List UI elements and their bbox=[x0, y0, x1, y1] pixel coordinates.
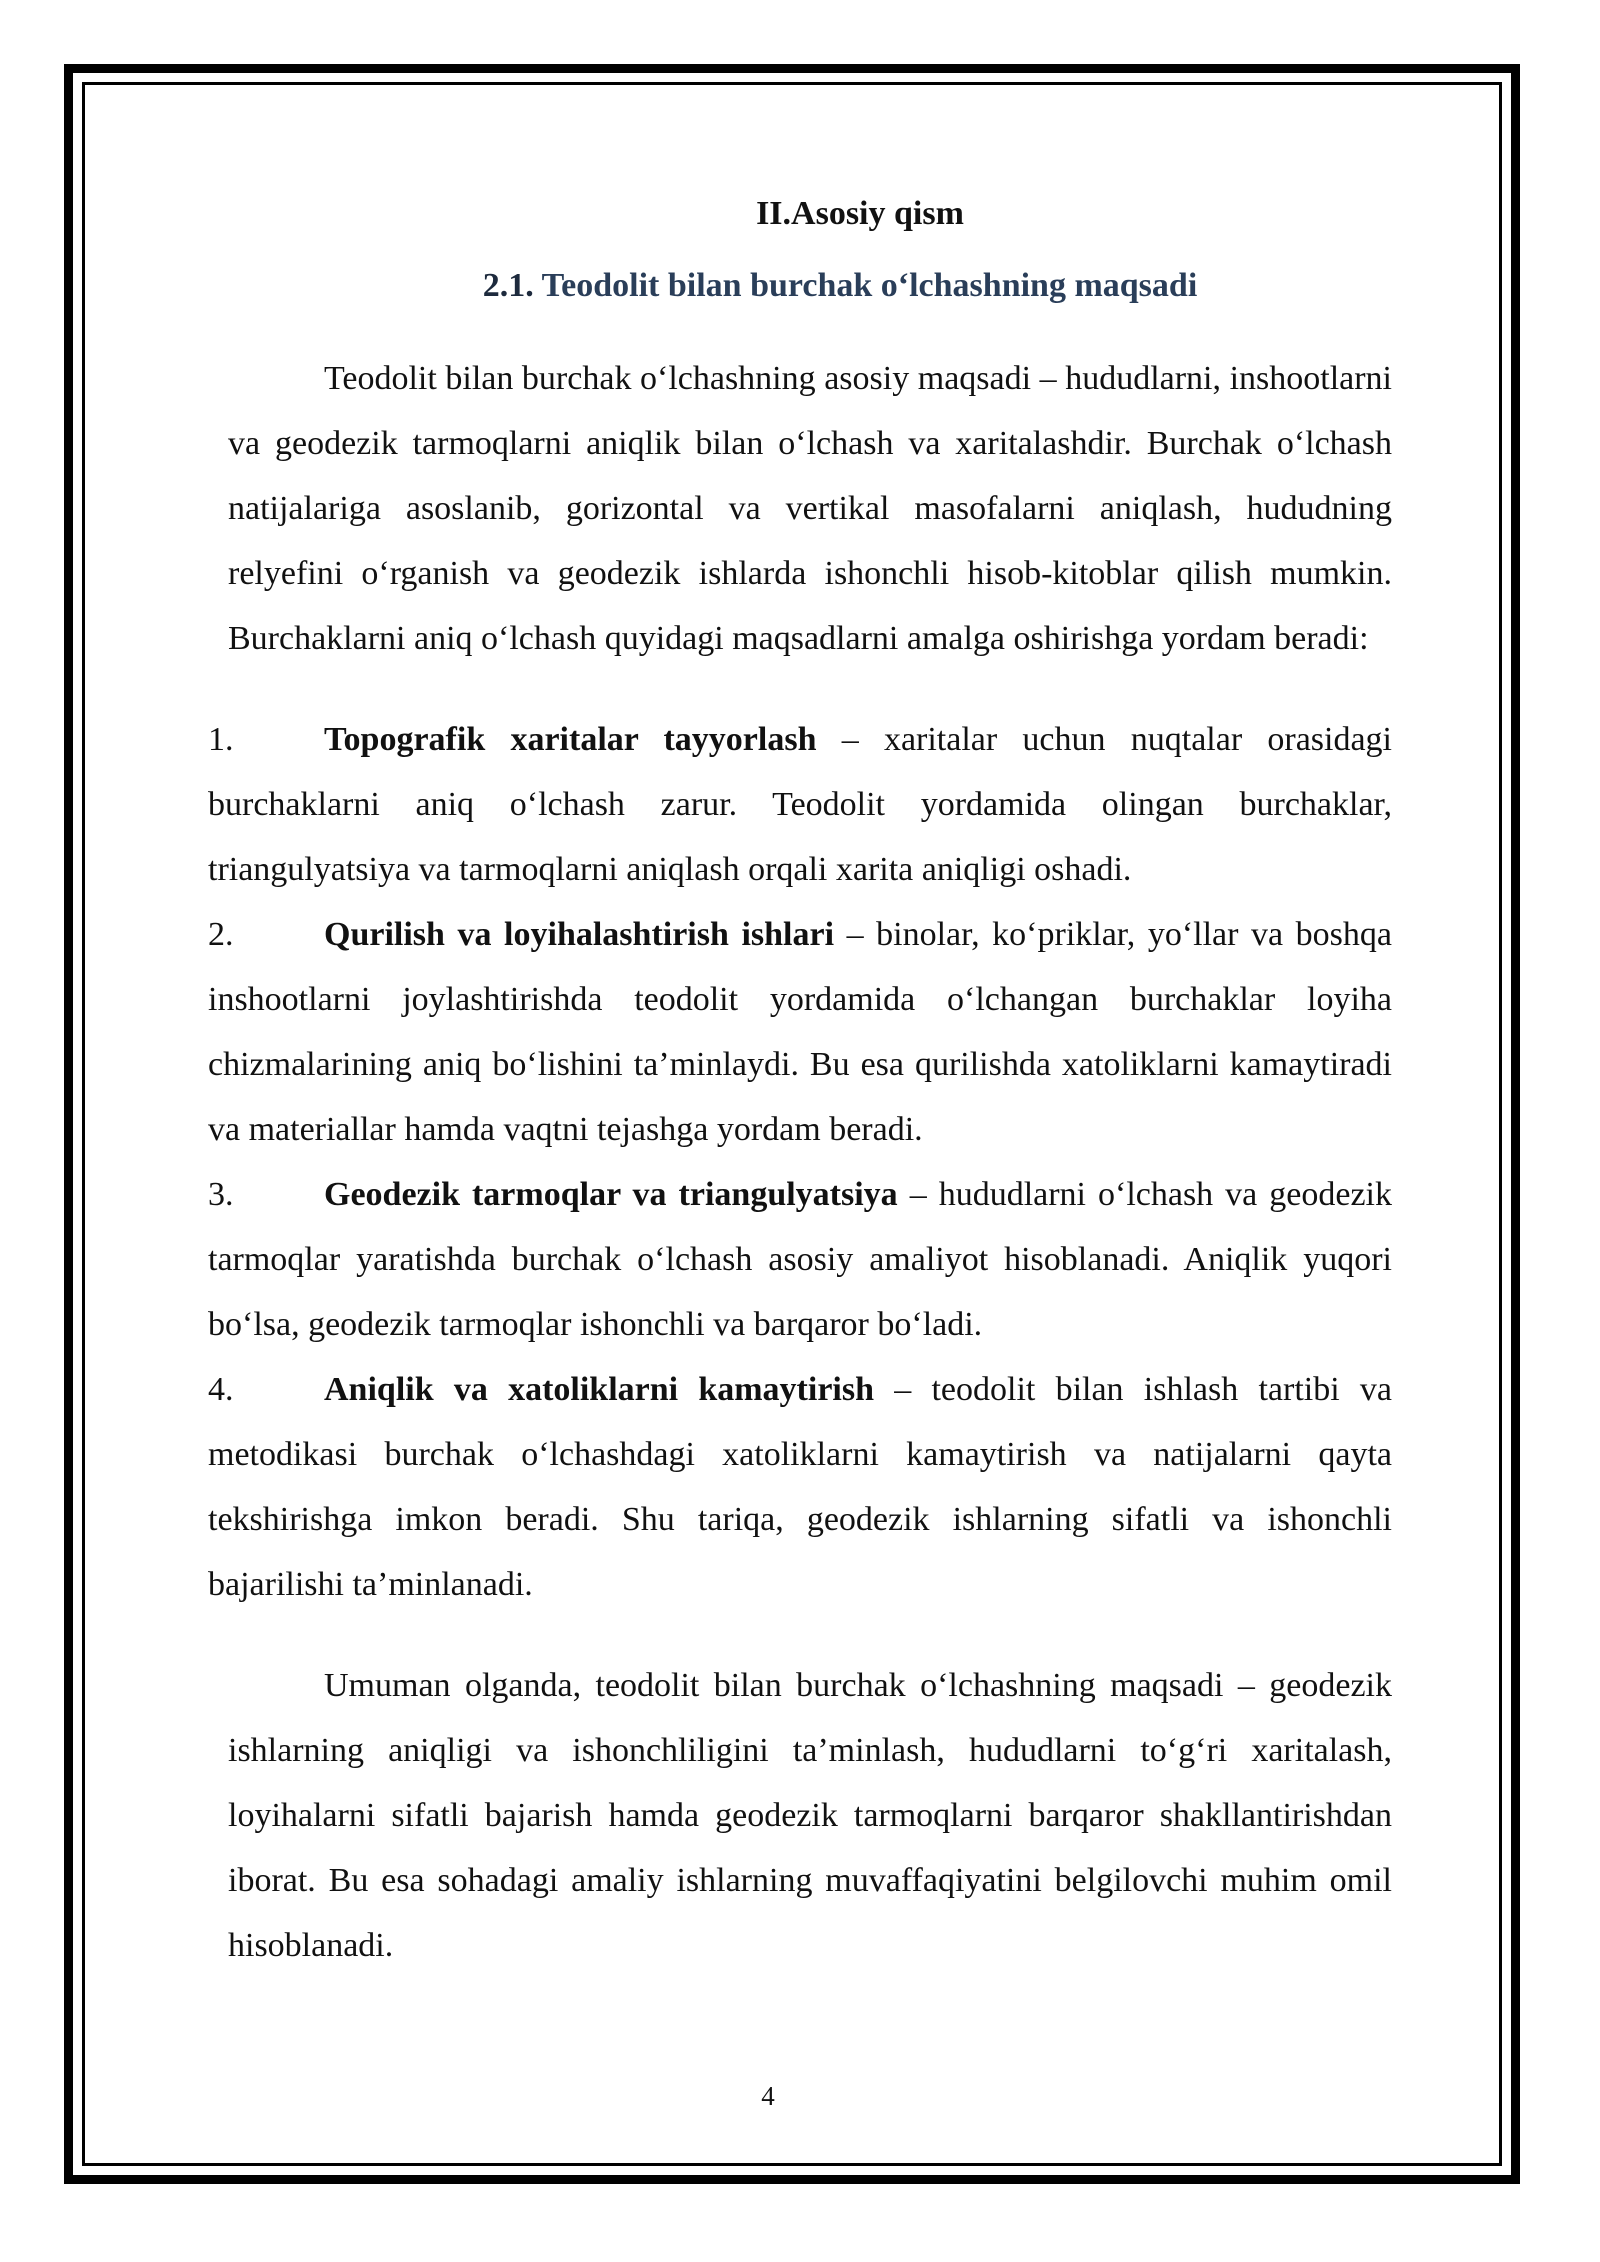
list-item bbox=[208, 1357, 1392, 1617]
list-item-title: Qurilish va loyihalashtirish ishlari bbox=[324, 916, 835, 953]
list-item-text: – teodolit bilan ishlash tartibi va metodikasi burchak o‘lchashdagi xatoliklarni kamaytirish va natijalarni qayta tekshirishga imkon beradi. Shu tariqa, geodezik ishlarning sifatli va ishonchli bajarilishi ta’minlanadi. bbox=[208, 1371, 1392, 1603]
list-item bbox=[208, 707, 1392, 902]
page-number: 4 bbox=[761, 2081, 775, 2111]
list-item bbox=[208, 1162, 1392, 1357]
list-item-title: Geodezik tarmoqlar va triangulyatsiya bbox=[324, 1176, 898, 1213]
intro-paragraph: Teodolit bilan burchak o‘lchashning asosiy maqsadi – hududlarni, inshootlarni va geodezik tarmoqlarni aniqlik bilan o‘lchash va xaritalashdir. Burchak o‘lchash natijalariga asoslanib, gorizontal va vertikal masofalarni aniqlash, hududning relyefini o‘rganish va geodezik ishlarda ishonchli hisob-kitoblar qilish mumkin. Burchaklarni aniq o‘lchash quyidagi maqsadlarni amalga oshirishga yordam beradi: bbox=[228, 360, 1392, 657]
list-item-number: 4. bbox=[208, 1371, 234, 1408]
list-item-number: 3. bbox=[208, 1176, 234, 1213]
page-content bbox=[208, 188, 1392, 1978]
subsection-title: Teodolit bilan burchak o‘lchashning maqsadi bbox=[541, 267, 1198, 304]
list-item-text: – hududlarni o‘lchash va geodezik tarmoqlar yaratishda burchak o‘lchash asosiy amaliyot hisoblanadi. Aniqlik yuqori bo‘lsa, geodezik tarmoqlar ishonchli va barqaror bo‘ladi. bbox=[208, 1176, 1392, 1343]
section-heading: II.Asosiy qism bbox=[756, 195, 964, 232]
subsection-number: 2.1. bbox=[482, 267, 534, 304]
list-item-number: 1. bbox=[208, 721, 234, 758]
list-item-title: Aniqlik va xatoliklarni kamaytirish bbox=[324, 1371, 875, 1408]
list-item-number: 2. bbox=[208, 916, 234, 953]
conclusion-paragraph: Umuman olganda, teodolit bilan burchak o‘lchashning maqsadi – geodezik ishlarning aniqligi va ishonchliligini ta’minlash, hududlarni to‘g‘ri xaritalash, loyihalarni sifatli bajarish hamda geodezik tarmoqlarni barqaror shakllantirishdan iborat. Bu esa sohadagi amaliy ishlarning muvaffaqiyatini belgilovchi muhim omil hisoblanadi. bbox=[228, 1667, 1392, 1964]
list-item-text: – binolar, ko‘priklar, yo‘llar va boshqa inshootlarni joylashtirishda teodolit yordamida o‘lchangan burchaklar loyiha chizmalarining aniq bo‘lishini ta’minlaydi. Bu esa qurilishda xatoliklarni kamaytiradi va materiallar hamda vaqtni tejashga yordam beradi. bbox=[208, 916, 1392, 1148]
list-item-text: – xaritalar uchun nuqtalar orasidagi burchaklarni aniq o‘lchash zarur. Teodolit yordamida olingan burchaklar, triangulyatsiya va tarmoqlarni aniqlash orqali xarita aniqligi oshadi. bbox=[208, 721, 1392, 888]
list-item-title: Topografik xaritalar tayyorlash bbox=[324, 721, 817, 758]
purpose-list bbox=[208, 707, 1392, 1617]
subsection-heading bbox=[288, 264, 1392, 308]
list-item bbox=[208, 902, 1392, 1162]
